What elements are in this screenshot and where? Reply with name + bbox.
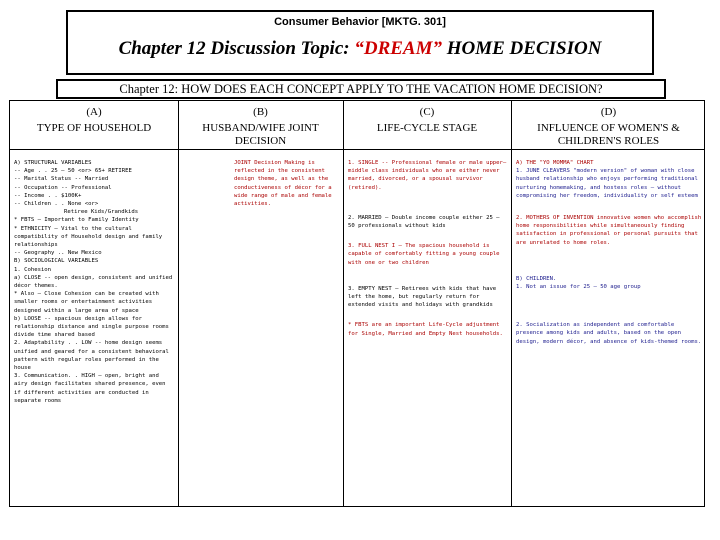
cell-text: A) STRUCTURAL VARIABLES: [14, 160, 92, 166]
cell-text: 2. MOTHERS OF INVENTION innovative women who accomplish home responsibilities while simultaneously finding satisfaction in professional or personal pursuits that are unrelated to home roles.: [516, 215, 702, 246]
cell-text: * Also – Close Cohesion can be created with smaller rooms or entertainment activities designed within a large area of space: [14, 291, 159, 314]
column-header-a: [10, 106, 178, 135]
column-header-d: [511, 106, 706, 148]
cell-text: 3. EMPTY NEST – Retirees with kids that have left the home, but regularly return for extended visits and holidays with grandkids: [348, 285, 497, 309]
column-letter: (C): [419, 106, 435, 118]
cell-text: 1. JUNE CLEAVERS "modern version" of woman with close husband relationship who enjoys performing traditional nurturing homemaking, and hostess roles – without compromising her freedom, individuality or self esteem: [516, 168, 698, 199]
column-divider: [343, 101, 344, 506]
cell-text: 2. Socialization as independent and comfortable presence among kids and adults, based on the open design, modern décor, and absence of kids-themed rooms.: [516, 322, 702, 345]
chapter-title-prefix: Chapter 12 Discussion Topic:: [118, 38, 355, 59]
column-title: HUSBAND/WIFE JOINT DECISION: [202, 122, 319, 147]
cell-text: -- Children . . None <or>: [14, 201, 99, 208]
column-letter: (D): [600, 106, 617, 118]
cell-text: 1. Cohesion: [14, 266, 52, 273]
cell-text: b) LOOSE -- spacious design allows for relationship distance and single purpose rooms divide time shared based: [14, 315, 169, 339]
cell-text: 3. Communication. . HIGH – open, bright and airy design facilitates shared presence, even if different activities are conducted in separate rooms: [14, 373, 166, 404]
cell-text: B) CHILDREN.: [516, 275, 557, 282]
cell-text: 2. MARRIED – Double income couple either 25 – 50 professionals without kids: [348, 214, 500, 230]
cell-text: -- Geography .. New Mexico: [14, 250, 102, 257]
chapter-title-suffix: HOME DECISION: [441, 38, 602, 59]
cell-text: -- Occupation -- Professional: [14, 184, 112, 191]
cell-text: 3. FULL NEST I – The spacious household is capable of comfortably fitting a young couple with one or two children: [348, 243, 500, 266]
column-title: LIFE-CYCLE STAGE: [376, 122, 478, 134]
column-divider: [511, 101, 512, 506]
column-divider: [178, 101, 179, 506]
cell-text: a) CLOSE -- open design, consistent and unified décor themes.: [14, 274, 173, 290]
column-letter: (B): [253, 106, 268, 118]
cell-text: -- Age . . 25 – 50 <or> 65+ RETIREE: [14, 168, 132, 175]
column-letter: (A): [86, 106, 102, 118]
column-title: TYPE OF HOUSEHOLD: [36, 122, 152, 134]
cell-text: -- Marital Status -- Married: [14, 176, 109, 183]
cell-text: B) SOCIOLOGICAL VARIABLES: [14, 258, 99, 265]
cell-text: -- Income . . $100K+: [14, 192, 82, 199]
cell-text: JOINT Decision Making is reflected in the consistent design theme, as well as the conductiveness of décor for a wide range of male and female activities.: [234, 160, 332, 208]
cell-text: 2. Adaptability . . LOW -- home design seems unified and geared for a consistent behavioral pattern with regular roles performed in the house: [14, 340, 169, 372]
cell-text: * FBTS are an important Life-Cycle adjustment for Single, Married and Empty Nest households.: [348, 322, 503, 337]
cell-text: A) THE "YO MOMMA" CHART: [516, 160, 594, 166]
cell-text: 1. Not an issue for 25 – 50 age group: [516, 284, 641, 291]
cell-roles: [516, 159, 702, 346]
column-header-c: [343, 106, 511, 135]
title-box: [66, 10, 654, 75]
concept-table: [9, 100, 705, 507]
column-header-b: [178, 106, 343, 148]
cell-text: 1. SINGLE -- Professional female or male upper–middle class individuals who are either never married, divorced, or a spousal survivor (retired).: [348, 160, 507, 191]
cell-text: * ETHNICITY – Vital to the cultural compatibility of Household design and family relationships: [14, 225, 163, 249]
cell-household: [14, 159, 174, 405]
cell-text: Retiree Kids/Grandkids: [64, 209, 139, 216]
header-divider: [10, 149, 704, 150]
chapter-title-quoted: “DREAM”: [354, 38, 442, 59]
question-banner: Chapter 12: HOW DOES EACH CONCEPT APPLY TO THE VACATION HOME DECISION?: [56, 79, 666, 99]
column-title: INFLUENCE OF WOMEN'S & CHILDREN'S ROLES: [537, 122, 680, 147]
course-title: Consumer Behavior [MKTG. 301]: [274, 16, 446, 28]
cell-life-cycle: [348, 159, 508, 338]
cell-text: * FBTS – Important to Family Identity: [14, 217, 139, 224]
cell-joint-decision: [234, 159, 338, 208]
chapter-title: [68, 38, 652, 60]
